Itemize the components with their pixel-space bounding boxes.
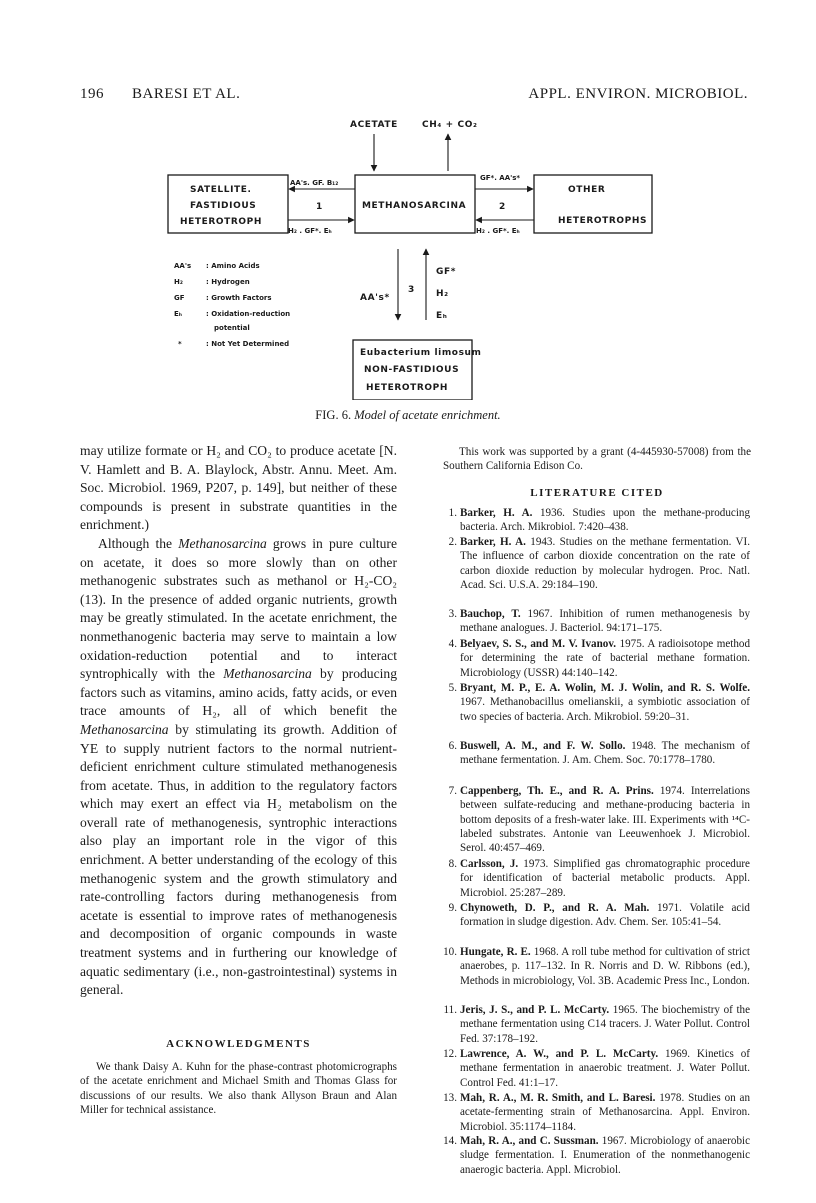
diagram-legend xyxy=(174,262,290,348)
left-box-line-2: FASTIDIOUS xyxy=(190,201,257,211)
running-journal: APPL. ENVIRON. MICROBIOL. xyxy=(528,86,748,102)
legend-text: : Oxidation-reduction xyxy=(206,310,291,318)
reference-item: 14. Mah, R. A., and C. Sussman. 1967. Microbiology of anaerobic sludge fermentation. I. Enumeration of the nonmethanogenic anaerogic bacteria. Appl. Microbiol. xyxy=(443,1135,750,1176)
acetate-enrichment-diagram xyxy=(0,0,816,400)
body-paragraph-2: Although the Methanosarcina grows in pure culture on acetate, it does so more slowly than on other methanogenic substrates such as methanol or H₂-CO₂ (13). In the presence of added organic nutrients, growth may be greatly stimulated. In the acetate enrichment, the nonmethanogenic bacteria may serve to maintain a low oxidation-reduction potential and to interact syntrophically with the Methanosarcina by producing factors such as vitamins, amino acids, fatty acids, or even trace amounts of H₂, all of which benefit the Methanosarcina by stimulating its growth. Addition of YE to supply nutrient factors to the normal nutrient-deficient enrichment culture stimulated methanogenesis from acetate. Thus, in addition to the regulatory factors which may exert an effect via H₂ metabolism on the overall rate of methanogenesis, syntrophic interactions also play an important role in the vigor of this enrichment. A better understanding of the ecology of this methanogenic system and the growth stimulatory and rate-controlling factors during methanogenesis from acetate is essential to improve rates of methanogenesis and decomposition of organic compounds in waste treatment systems and in furthering our knowledge of aquatic sedimentary (i.e., non-gastrointestinal) systems in general. xyxy=(80,535,397,998)
reference-item: 6. Buswell, A. M., and F. W. Sollo. 1948. The mechanism of methane fermentation. J. Am. Chem. Soc. 70:1778–1780. xyxy=(448,740,750,767)
legend-symbol: Eₕ xyxy=(174,310,182,318)
legend-text: : Amino Acids xyxy=(206,262,260,270)
center-box-label: METHANOSARCINA xyxy=(362,201,467,211)
bottom-box-line-3: HETEROTROPH xyxy=(366,383,448,393)
link1-bottom-label: H₂ . GF*. Eₕ xyxy=(288,227,332,235)
reference-item: 3. Bauchop, T. 1967. Inhibition of rumen methanogenesis by methane analogues. J. Bacteriol. 94:171–175. xyxy=(448,608,750,635)
left-box-line-1: SATELLITE. xyxy=(190,185,252,195)
reference-item: 5. Bryant, M. P., E. A. Wolin, M. J. Wolin, and R. S. Wolfe. 1967. Methanobacillus omelianskii, a symbiotic association of two species of bacteria. Arch. Mikrobiol. 59:20–31. xyxy=(448,682,750,723)
reference-item: 9. Chynoweth, D. P., and R. A. Mah. 1971. Volatile acid formation in sludge digestion. Adv. Chem. Ser. 105:41–54. xyxy=(448,902,750,929)
reference-item: 10. Hungate, R. E. 1968. A roll tube method for cultivation of strict anaerobes, p. 117–132. In R. Norris and D. W. Ribbons (ed.), Methods in microbiology, Vol. 3B. Academic Press Inc., London. xyxy=(443,946,750,987)
left-column xyxy=(80,442,397,1000)
figure-caption xyxy=(0,408,816,423)
link3-right-label-3: Eₕ xyxy=(436,311,448,321)
legend-text: potential xyxy=(214,324,250,332)
running-authors: BARESI ET AL. xyxy=(132,86,241,102)
legend-symbol: GF xyxy=(174,294,185,302)
support-note: This work was supported by a grant (4-445930-57008) from the Southern California Edison Co. xyxy=(443,446,751,473)
link1-top-label: AA's. GF. B₁₂ xyxy=(290,179,339,187)
legend-text: : Growth Factors xyxy=(206,294,272,302)
link3-left-label: AA's* xyxy=(360,293,390,303)
link3-number: 3 xyxy=(408,285,415,295)
reference-item: 8. Carlsson, J. 1973. Simplified gas chromatographic procedure for identification of bacterial metabolic products. Appl. Microbiol. 25:287–289. xyxy=(448,858,750,899)
literature-cited-heading: LITERATURE CITED xyxy=(530,487,664,499)
bottom-box-line-2: NON-FASTIDIOUS xyxy=(364,365,460,375)
acknowledgments-heading: ACKNOWLEDGMENTS xyxy=(166,1038,311,1050)
acknowledgments-text: We thank Daisy A. Kuhn for the phase-contrast photomicrographs of the acetate enrichment and Michael Smith and Thomas Glass for discussions of our results. We also thank Allyson Braun and Alan Miller for technical assistance. xyxy=(80,1061,397,1116)
reference-item: 2. Barker, H. A. 1943. Studies on the methane fermentation. VI. The influence of carbon dioxide concentration on the rate of carbon dioxide reduction by molecular hydrogen. Proc. Natl. Acad. Sci. U.S.A. 29:184–190. xyxy=(448,536,751,591)
legend-symbol: H₂ xyxy=(174,278,183,286)
right-box-line-1: OTHER xyxy=(568,185,606,195)
right-box-line-2: HETEROTROPHS xyxy=(558,216,648,226)
link2-bottom-label: H₂ . GF*. Eₕ xyxy=(476,227,520,235)
link1-number: 1 xyxy=(316,202,323,212)
figure-caption-text: Model of acetate enrichment. xyxy=(354,408,501,422)
link2-number: 2 xyxy=(499,202,506,212)
reference-item: 13. Mah, R. A., M. R. Smith, and L. Baresi. 1978. Studies on an acetate-fermenting strain of Methanosarcina. Appl. Environ. Microbiol. 35:1174–1184. xyxy=(443,1092,750,1133)
reference-item: 1. Barker, H. A. 1936. Studies upon the methane-producing bacteria. Arch. Mikrobiol. 7:420–438. xyxy=(448,507,750,534)
legend-text: : Not Yet Determined xyxy=(206,340,290,348)
legend-symbol: AA's xyxy=(174,262,192,270)
bottom-box-line-1: Eubacterium limosum xyxy=(360,348,482,358)
left-box-line-3: HETEROTROPH xyxy=(180,217,262,227)
legend-symbol: * xyxy=(178,340,182,348)
figure-caption-label: FIG. 6. xyxy=(315,408,352,422)
reference-item: 4. Belyaev, S. S., and M. V. Ivanov. 1975. A radioisotope method for determining the rate of bacterial methane formation. Microbiology (USSR) 44:140–142. xyxy=(448,638,750,679)
body-paragraph-1: may utilize formate or H₂ and CO₂ to produce acetate [N. V. Hamlett and B. A. Blaylock, Abstr. Annu. Meet. Am. Soc. Microbiol. 1969, P207, p. 149], but neither of these compounds is present in substrate quantities in the enrichment.) xyxy=(80,443,397,533)
page-number: 196 xyxy=(80,86,104,102)
link3-right-label-2: H₂ xyxy=(436,289,449,299)
link3-right-label-1: GF* xyxy=(436,267,457,277)
reference-item: 11. Jeris, J. S., and P. L. McCarty. 1965. The biochemistry of the methane fermentation using C14 tracers. J. Water Pollut. Control Fed. 37:178–192. xyxy=(443,1004,750,1045)
legend-text: : Hydrogen xyxy=(206,278,250,286)
acetate-input-label: ACETATE xyxy=(350,120,398,130)
reference-item: 12. Lawrence, A. W., and P. L. McCarty. 1969. Kinetics of methane fermentation in anaerobic treatment. J. Water Pollut. Control Fed. 41:1–17. xyxy=(443,1048,750,1089)
methane-co2-output-label: CH₄ + CO₂ xyxy=(422,120,478,130)
link2-top-label: GF*. AA's* xyxy=(480,174,521,182)
reference-item: 7. Cappenberg, Th. E., and R. A. Prins. 1974. Interrelations between sulfate-reducing and methane-producing bacteria in bottom deposits of a fresh-water lake. III. Experiments with ¹⁴C-labeled substrates. Antonie van Leeuwenhoek J. Microbiol. Serol. 40:457–469. xyxy=(448,785,750,855)
